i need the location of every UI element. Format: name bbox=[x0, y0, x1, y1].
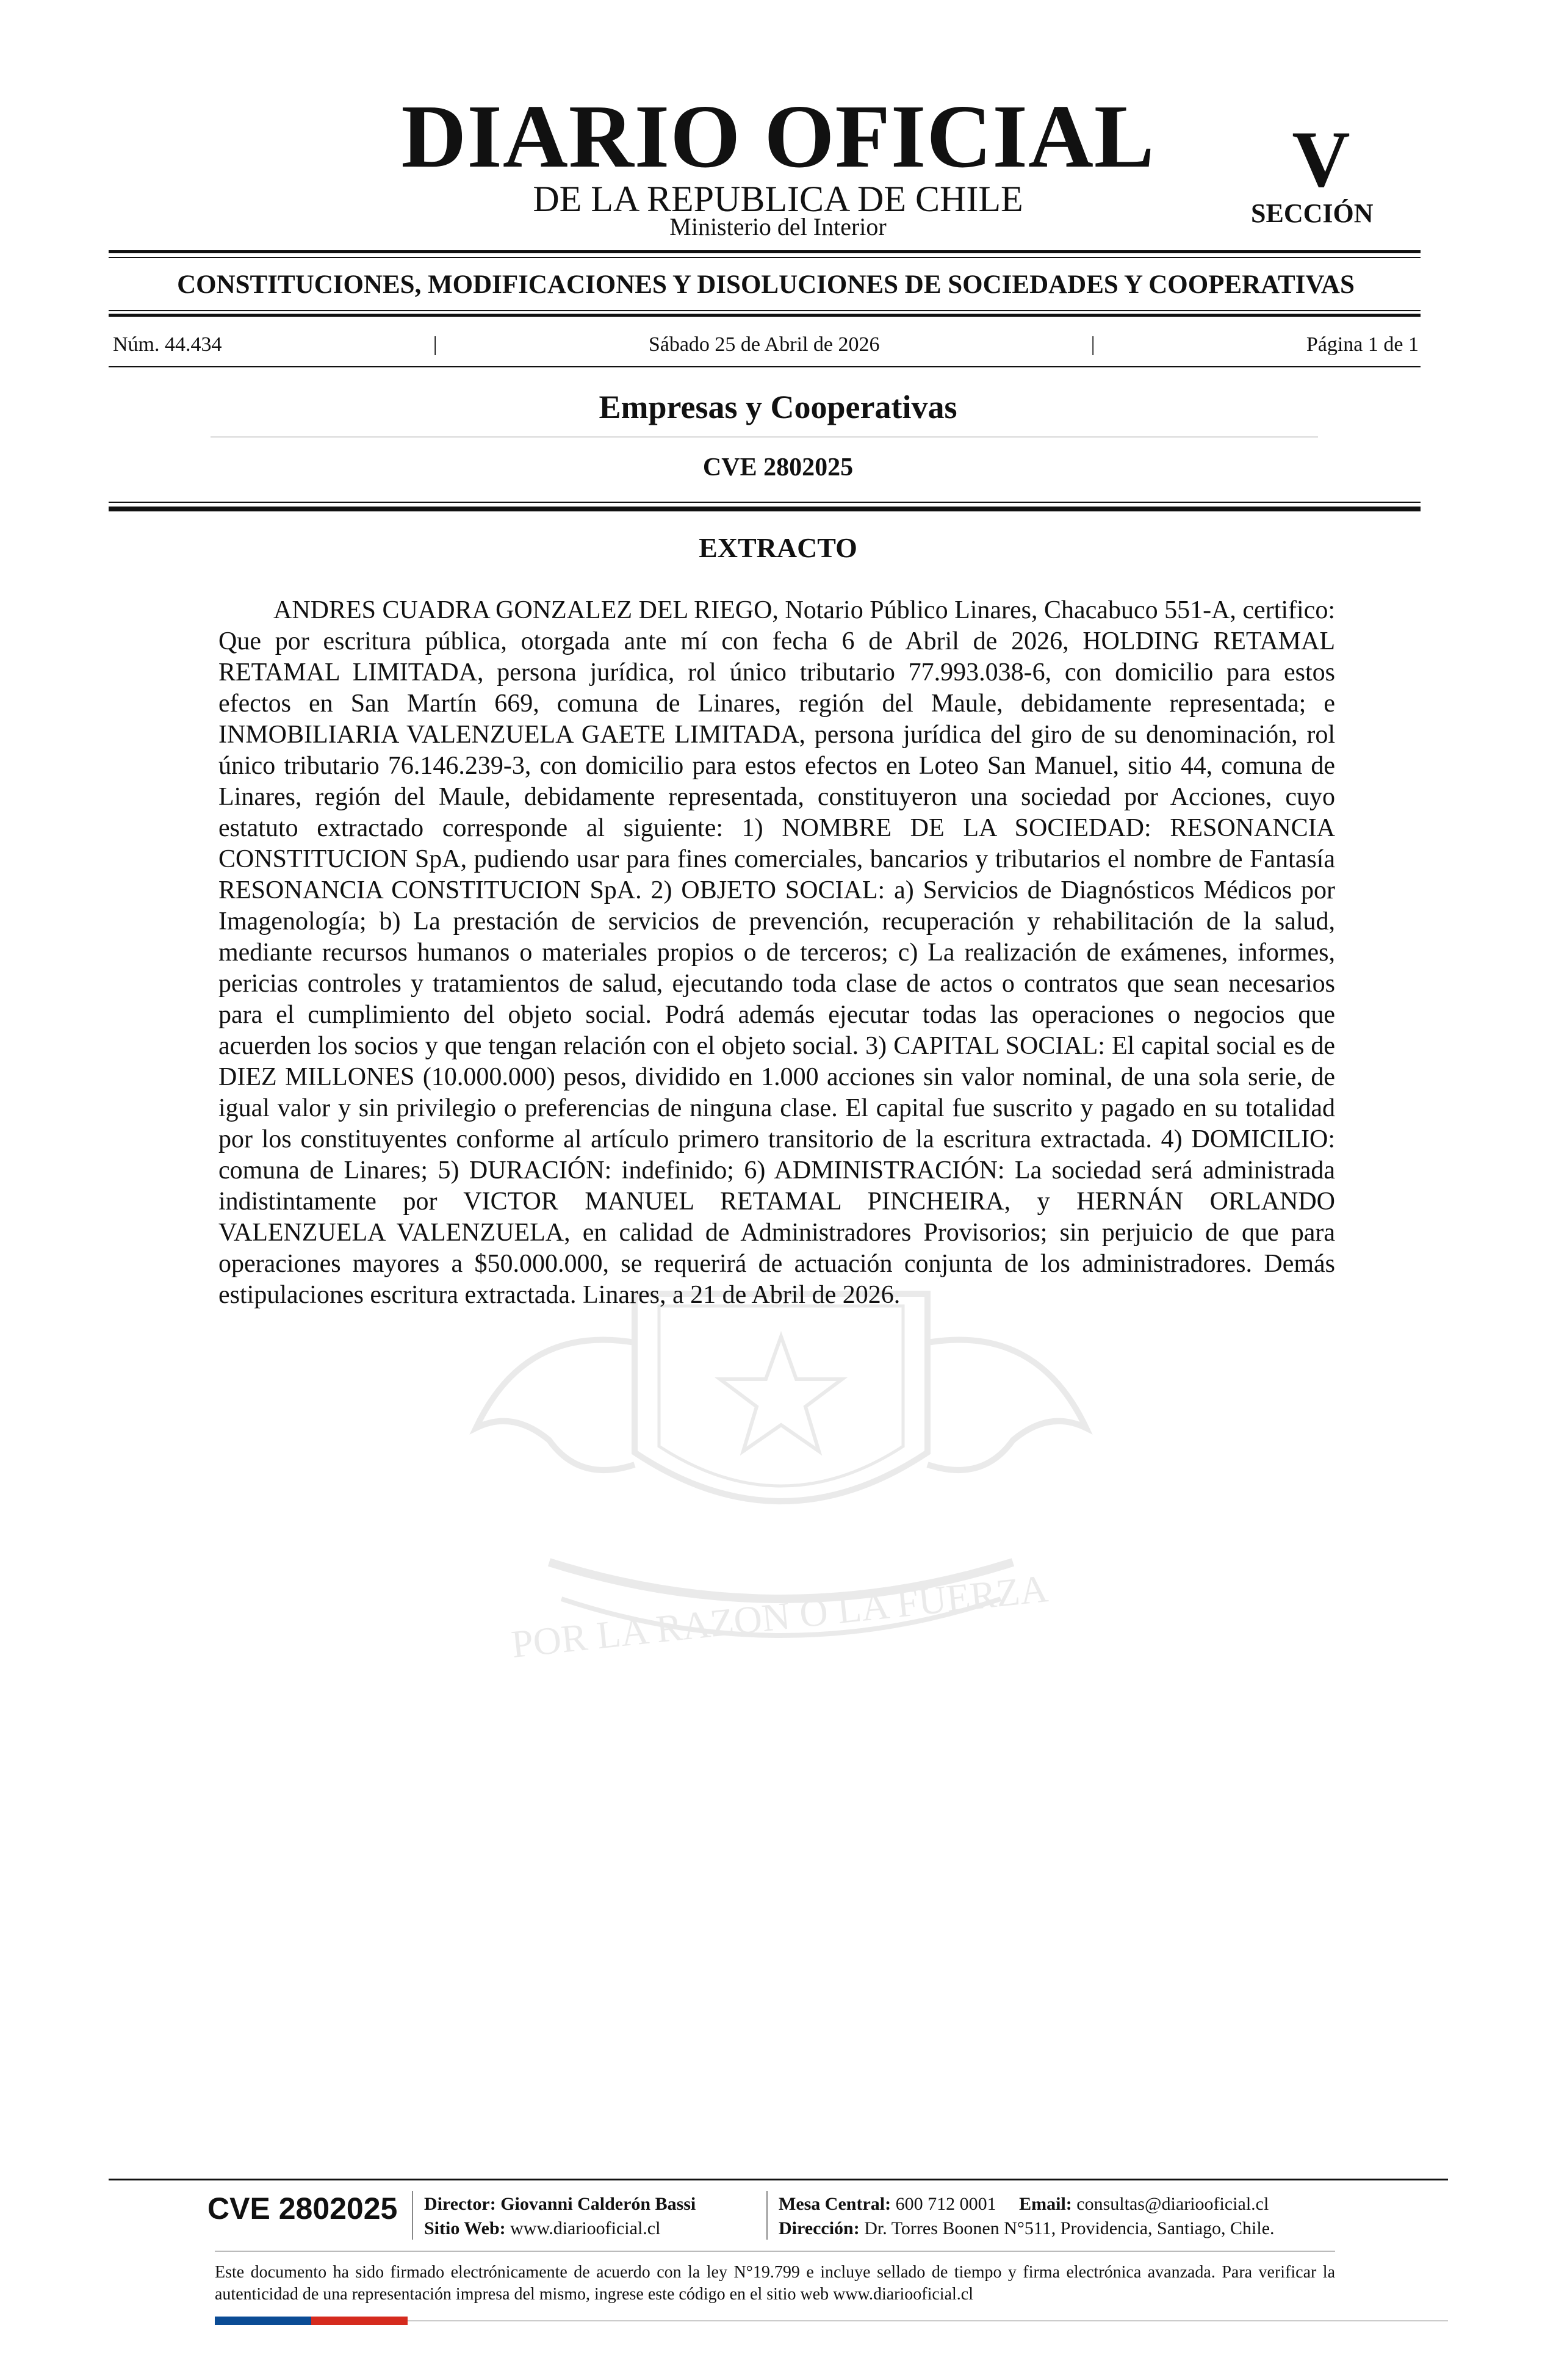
issue-meta bbox=[113, 334, 1419, 355]
site-link[interactable]: www.diariooficial.cl bbox=[510, 2218, 661, 2238]
masthead-subtitle: DE LA REPUBLICA DE CHILE bbox=[533, 179, 1023, 219]
page-indicator: Página 1 de 1 bbox=[1306, 333, 1419, 356]
footer-note-rule bbox=[215, 2251, 1335, 2252]
meta-rule bbox=[109, 366, 1421, 367]
section-label: SECCIÓN bbox=[1251, 198, 1374, 228]
banner-rule-thick bbox=[109, 314, 1421, 317]
footer-legal-note: Este documento ha sido firmado electrónicamente de acuerdo con la ley N°19.799 e incluye sellado de tiempo y firma electrónica avanzada. Para verificar la autenticidad de una representación impresa del mismo, ingrese este código en el sitio web www.diariooficial.cl bbox=[215, 2263, 1335, 2304]
masthead-title: DIARIO OFICIAL bbox=[401, 87, 1155, 187]
section-title-underline bbox=[211, 436, 1318, 438]
document-heading: EXTRACTO bbox=[699, 532, 857, 563]
flag-stripe-blue bbox=[215, 2317, 311, 2325]
footer-director-block bbox=[424, 2192, 696, 2241]
footer-cve-code: CVE 2802025 bbox=[207, 2191, 398, 2226]
cve-rule-thick bbox=[109, 507, 1421, 511]
document-body: ANDRES CUADRA GONZALEZ DEL RIEGO, Notario Público Linares, Chacabuco 551-A, certifico: Que por escritura pública, otorgada ante mí con fecha 6 de Abril de 2026, HOLDING RETAMAL RETAMAL LIMITADA, persona jurídica, rol único tributario 77.993.038-6, con domicilio para estos efectos en San Martín 669, comuna de Linares, región del Maule, debidamente representada; e INMOBILIARIA VALENZUELA GAETE LIMITADA, persona jurídica del giro de su denominación, rol único tributario 76.146.239-3, con domicilio para estos efectos en Loteo San Manuel, sitio 44, comuna de Linares, región del Maule, debidamente representada, constituyeron una sociedad por Acciones, cuyo estatuto extractado corresponde al siguiente: 1) NOMBRE DE LA SOCIEDAD: RESONANCIA CONSTITUCION SpA, pudiendo usar para fines comerciales, bancarios y tributarios el nombre de Fantasía RESONANCIA CONSTITUCION SpA. 2) OBJETO SOCIAL: a) Servicios de Diagnósticos Médicos por Imagenología; b) La prestación de servicios de prevención, recuperación y rehabilitación de la salud, mediante recursos humanos o materiales propios o de terceros; c) La realización de exámenes, informes, pericias controles y tratamientos de salud, ejecutando toda clase de actos o contratos que sean necesarios para el cumplimiento del objeto social. Podrá además ejecutar todas las operaciones o negocios que acuerden los socios y que tengan relación con el objeto social. 3) CAPITAL SOCIAL: El capital social es de DIEZ MILLONES (10.000.000) pesos, dividido en 1.000 acciones sin valor nominal, de una sola serie, de igual valor y sin privilegio o preferencias de ninguna clase. El capital fue suscrito y pagado en su totalidad por los constituyentes conforme al artículo primero transitorio de la escritura extractada. 4) DOMICILIO: comuna de Linares; 5) DURACIÓN: indefinido; 6) ADMINISTRACIÓN: La sociedad será administrada indistintamente por VICTOR MANUEL RETAMAL PINCHEIRA, y HERNÁN ORLANDO VALENZUELA VALENZUELA, en calidad de Administradores Provisorios; sin perjuicio de que para operaciones mayores a $50.000.000, se requerirá de actuación conjunta de los administradores. Demás estipulaciones escritura extractada. Linares, a 21 de Abril de 2026. bbox=[218, 596, 1335, 1309]
email-link[interactable]: consultas@diariooficial.cl bbox=[1076, 2194, 1269, 2214]
cve-rule-thin bbox=[109, 502, 1421, 503]
flag-stripe-red bbox=[311, 2317, 408, 2325]
section-title: Empresas y Cooperativas bbox=[599, 389, 957, 425]
site-label: Sitio Web: bbox=[424, 2218, 506, 2238]
email-label: Email: bbox=[1019, 2194, 1072, 2214]
banner-rule-thin bbox=[109, 310, 1421, 311]
cve-code: CVE 2802025 bbox=[702, 453, 854, 481]
meta-separator: | bbox=[1090, 333, 1095, 356]
watermark-motto: POR LA RAZON O LA FUERZA bbox=[509, 1567, 1050, 1667]
header-rule-top-thick bbox=[109, 250, 1421, 253]
address-value: Dr. Torres Boonen N°511, Providencia, Santiago, Chile. bbox=[864, 2218, 1275, 2238]
footer-rule bbox=[109, 2179, 1448, 2180]
director-label: Director: bbox=[424, 2194, 496, 2214]
footer-divider bbox=[766, 2191, 768, 2240]
phone-value: 600 712 0001 bbox=[895, 2194, 996, 2214]
meta-separator: | bbox=[433, 333, 438, 356]
phone-label: Mesa Central: bbox=[779, 2194, 891, 2214]
header-rule-top-thin bbox=[109, 257, 1421, 258]
section-letter: V bbox=[1292, 114, 1350, 204]
issue-date: Sábado 25 de Abril de 2026 bbox=[648, 333, 880, 356]
footer-contact-block bbox=[779, 2192, 1275, 2241]
director-name: Giovanni Calderón Bassi bbox=[500, 2194, 696, 2214]
issue-number: Núm. 44.434 bbox=[113, 333, 222, 356]
footer-divider bbox=[412, 2191, 413, 2240]
address-label: Dirección: bbox=[779, 2218, 860, 2238]
footer-bottom-rule bbox=[408, 2320, 1448, 2321]
section-banner: CONSTITUCIONES, MODIFICACIONES Y DISOLUCIONES DE SOCIEDADES Y COOPERATIVAS bbox=[177, 270, 1355, 299]
masthead-ministry: Ministerio del Interior bbox=[669, 213, 887, 240]
coat-of-arms-watermark bbox=[293, 1269, 1269, 1709]
